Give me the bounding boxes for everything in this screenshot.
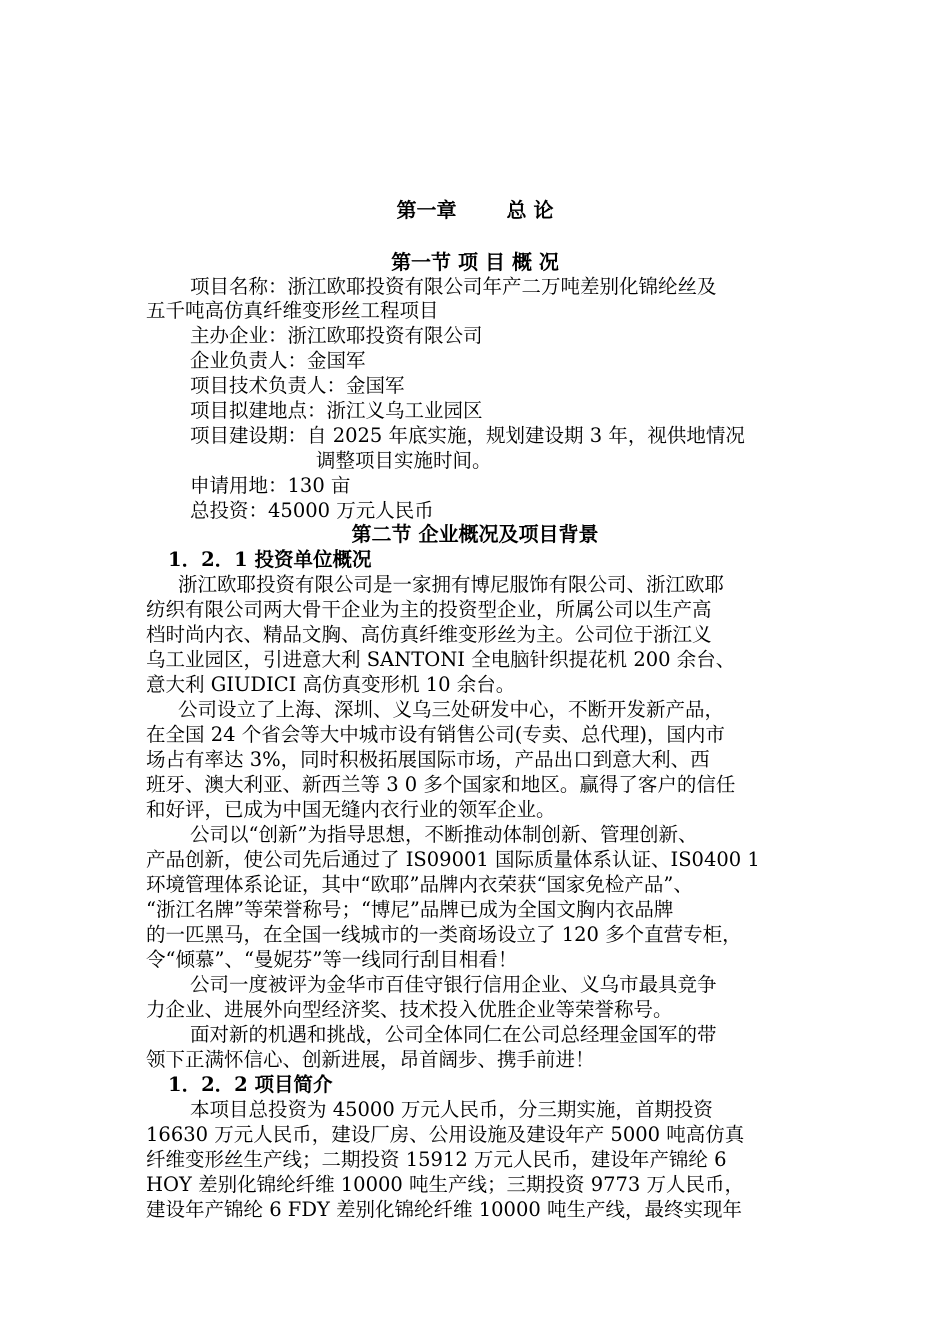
- section1-heading: 第一节 项 目 概 况: [391, 250, 559, 274]
- p4-line: 力企业、进展外向型经济奖、技术投入优胜企业等荣誉称号。: [146, 998, 673, 1021]
- p5-line: 领下正满怀信心、创新进展，昂首阔步、携手前进！: [146, 1048, 595, 1071]
- subsection-1-2-2: 1．2．2 项目简介: [168, 1073, 333, 1096]
- p3-line: “浙江名牌”等荣誉称号；“博尼”品牌已成为全国文胸内衣品牌: [146, 898, 674, 921]
- p2-line: 场占有率达 3%，同时积极拓展国际市场，产品出口到意大利、西: [146, 748, 710, 771]
- p6-line: 16630 万元人民币，建设厂房、公用设施及建设年产 5000 吨高仿真: [146, 1123, 745, 1146]
- period-line1: 项目建设期：自 2025 年底实施，规划建设期 3 年，视供地情况: [190, 424, 745, 447]
- subsection-1-2-1: 1．2．1 投资单位概况: [168, 548, 372, 571]
- p6-line: HOY 差别化锦纶纤维 10000 吨生产线；三期投资 9773 万人民币，: [146, 1173, 745, 1196]
- project-name-line1: 项目名称：浙江欧耶投资有限公司年产二万吨差别化锦纶丝及: [190, 275, 717, 298]
- p2-line: 班牙、澳大利亚、新西兰等 3 0 多个国家和地区。赢得了客户的信任: [146, 773, 736, 796]
- p3-line: 的一匹黑马，在全国一线城市的一类商场设立了 120 多个直营专柜，: [146, 923, 742, 946]
- p2-line: 公司设立了上海、深圳、义乌三处研发中心，不断开发新产品，: [178, 698, 725, 721]
- p1-line: 乌工业园区，引进意大利 SANTONI 全电脑针织提花机 200 余台、: [146, 648, 736, 671]
- investment-line: 总投资：45000 万元人民币: [190, 499, 434, 522]
- land-line: 申请用地：130 亩: [190, 474, 351, 497]
- p5-line: 面对新的机遇和挑战，公司全体同仁在公司总经理金国军的带: [190, 1023, 717, 1046]
- p1-line: 纺织有限公司两大骨干企业为主的投资型企业，所属公司以生产高: [146, 598, 712, 621]
- period-line2: 调整项目实施时间。: [316, 449, 492, 472]
- tech-leader-line: 项目技术负责人：金国军: [190, 374, 405, 397]
- p2-line: 在全国 24 个省会等大中城市设有销售公司(专卖、总代理)，国内市: [146, 723, 725, 746]
- p6-line: 本项目总投资为 45000 万元人民币，分三期实施，首期投资: [190, 1098, 713, 1121]
- p3-line: 产品创新，使公司先后通过了 IS09001 国际质量体系认证、IS0400 1: [146, 848, 760, 871]
- p4-line: 公司一度被评为金华市百佳守银行信用企业、义乌市最具竞争: [190, 973, 717, 996]
- p1-line: 档时尚内衣、精品文胸、高仿真纤维变形丝为主。公司位于浙江义: [146, 623, 712, 646]
- chapter-heading: [0, 198, 950, 223]
- p2-line: 和好评，已成为中国无缝内衣行业的领军企业。: [146, 798, 556, 821]
- p6-line: 建设年产锦纶 6 FDY 差别化锦纶纤维 10000 吨生产线，最终实现年: [146, 1198, 742, 1221]
- p3-line: 令“倾慕”、“曼妮芬”等一线同行刮目相看！: [146, 948, 518, 971]
- leader-line: 企业负责人：金国军: [190, 349, 366, 372]
- p3-line: 公司以“创新”为指导思想，不断推动体制创新、管理创新、: [190, 823, 698, 846]
- chapter-title: 总 论: [506, 198, 554, 222]
- p1-line: 浙江欧耶投资有限公司是一家拥有博尼服饰有限公司、浙江欧耶: [178, 573, 725, 596]
- section2-heading: 第二节 企业概况及项目背景: [351, 522, 599, 546]
- p3-line: 环境管理体系论证，其中“欧耶”品牌内衣荣获“国家免检产品”、: [146, 873, 693, 896]
- site-line: 项目拟建地点：浙江义乌工业园区: [190, 399, 483, 422]
- p1-line: 意大利 GIUDICI 高仿真变形机 10 余台。: [146, 673, 516, 696]
- p6-line: 纤维变形丝生产线；二期投资 15912 万元人民币，建设年产锦纶 6: [146, 1148, 727, 1171]
- sponsor-line: 主办企业：浙江欧耶投资有限公司: [190, 324, 483, 347]
- project-name-line2: 五千吨高仿真纤维变形丝工程项目: [146, 299, 439, 322]
- chapter-number: 第一章: [396, 198, 457, 222]
